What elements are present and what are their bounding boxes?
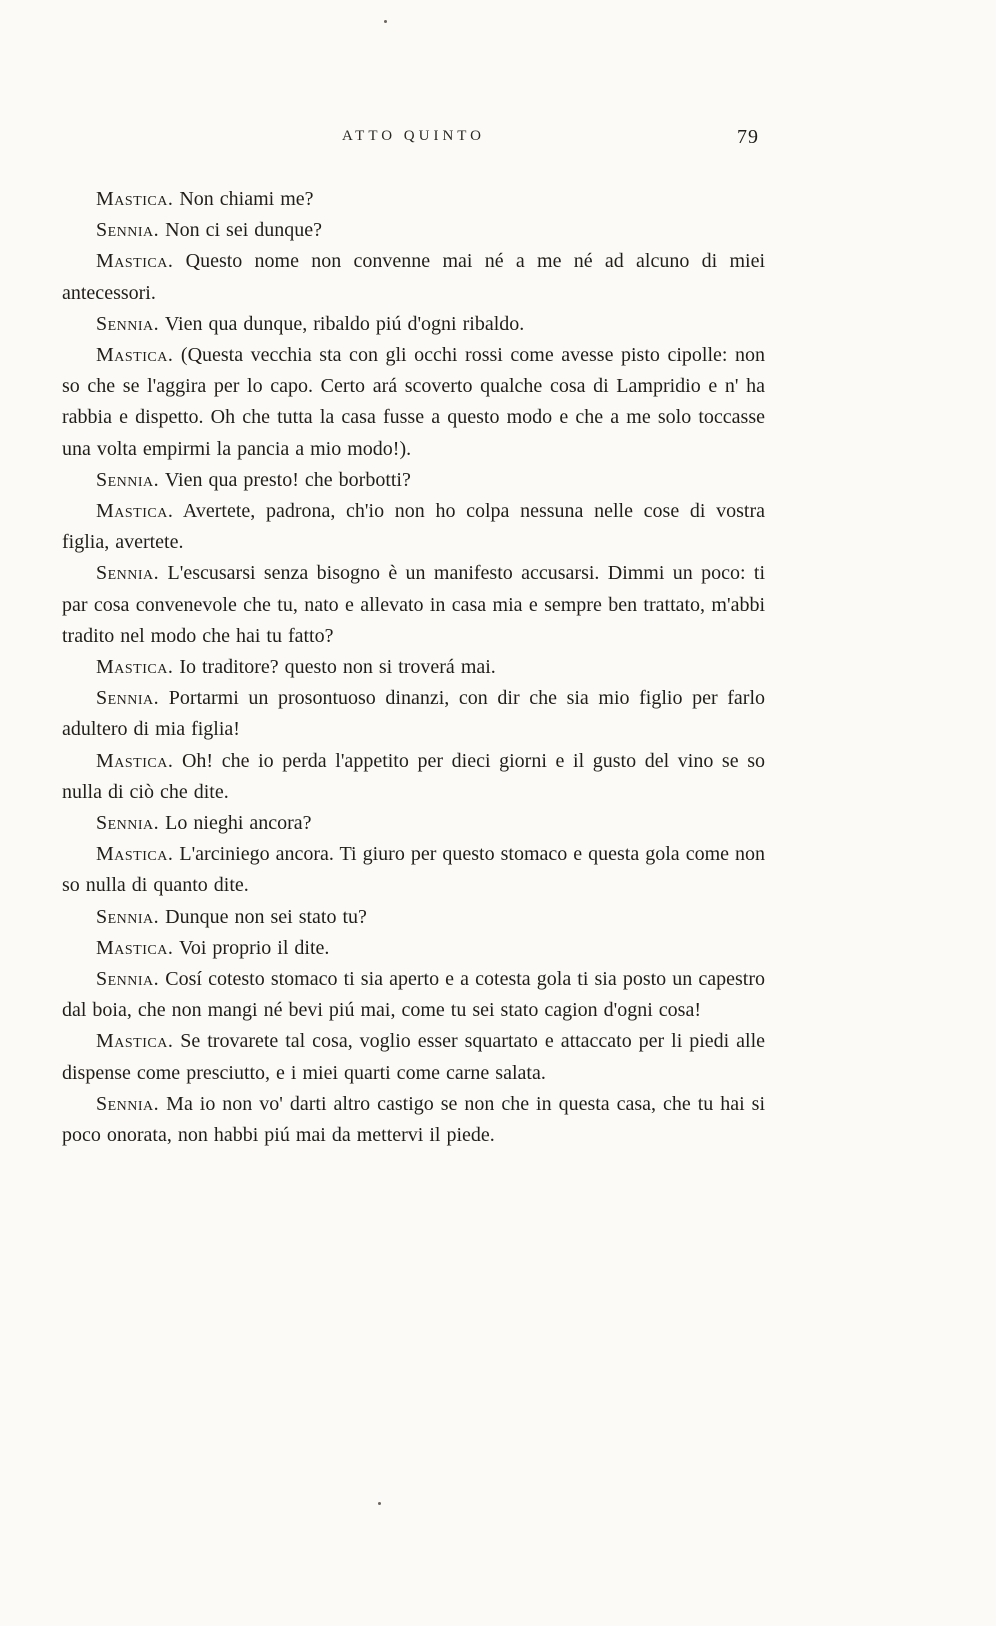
dialogue-text-block bbox=[62, 184, 765, 1151]
dialogue-speech: L'escusarsi senza bisogno è un manifesto accusarsi. Dimmi un poco: ti par cosa convenevole che tu, nato e allevato in casa mia e sempre ben trattato, m'abbi tradito nel modo che hai tu fatto? bbox=[62, 562, 766, 647]
dialogue-line bbox=[62, 683, 765, 745]
dialogue-line bbox=[62, 184, 765, 215]
dialogue-speech: Vien qua presto! che borbotti? bbox=[164, 468, 411, 491]
speaker-name: Mastica. bbox=[96, 656, 174, 679]
speaker-name: Sennia. bbox=[96, 687, 160, 710]
dialogue-speech: Dunque non sei stato tu? bbox=[165, 905, 367, 928]
dialogue-line bbox=[62, 1026, 765, 1088]
speaker-name: Sennia. bbox=[96, 219, 160, 242]
dialogue-line bbox=[62, 839, 765, 901]
speaker-name: Mastica. bbox=[96, 344, 174, 367]
speaker-name: Sennia. bbox=[96, 468, 160, 491]
dialogue-line bbox=[62, 465, 765, 496]
dialogue-speech: (Questa vecchia sta con gli occhi rossi come avesse pisto cipolle: non so che se l'aggira per lo capo. Certo ará scoverto qualche cosa di Lampridio e n' ha rabbia e dispetto. Oh che tutta la casa fusse a questo modo e che a me solo toccasse una volta empirmi la pancia a mio modo!). bbox=[62, 344, 765, 460]
dialogue-speech: Non ci sei dunque? bbox=[165, 219, 323, 242]
speaker-name: Mastica. bbox=[96, 936, 174, 959]
dialogue-speech: Portarmi un prosontuoso dinanzi, con dir che sia mio figlio per farlo adultero di mia figlia! bbox=[62, 687, 765, 741]
speaker-name: Sennia. bbox=[96, 562, 160, 585]
dialogue-line bbox=[62, 558, 765, 652]
dialogue-line bbox=[62, 340, 765, 465]
dialogue-speech: Non chiami me? bbox=[179, 188, 314, 210]
dialogue-speech: Voi proprio il dite. bbox=[178, 936, 330, 959]
dialogue-line bbox=[62, 902, 765, 933]
speaker-name: Mastica. bbox=[96, 1030, 174, 1053]
dialogue-speech: Cosí cotesto stomaco ti sia aperto e a cotesta gola ti sia posto un capestro dal boia, che non mangi né bevi piú mai, come tu sei stato cagion d'ogni cosa! bbox=[62, 968, 766, 1022]
dialogue-line bbox=[62, 933, 765, 964]
running-head-title: ATTO QUINTO bbox=[341, 128, 486, 144]
dialogue-speech: Avertete, padrona, ch'io non ho colpa nessuna nelle cose di vostra figlia, avertete. bbox=[62, 500, 765, 554]
dialogue-speech: L'arciniego ancora. Ti giuro per questo stomaco e questa gola come non so nulla di quanto dite. bbox=[62, 843, 766, 897]
page-content bbox=[62, 128, 765, 1151]
speaker-name: Sennia. bbox=[96, 1092, 160, 1115]
dialogue-line bbox=[62, 652, 765, 683]
speaker-name: Sennia. bbox=[96, 905, 160, 928]
dialogue-line bbox=[62, 808, 765, 839]
dialogue-line bbox=[62, 964, 765, 1026]
speaker-name: Sennia. bbox=[96, 968, 160, 991]
dialogue-line bbox=[62, 309, 765, 340]
speaker-name: Mastica. bbox=[96, 500, 174, 523]
dialogue-line bbox=[62, 496, 765, 558]
page-number: 79 bbox=[737, 126, 759, 148]
dialogue-speech: Se trovarete tal cosa, voglio esser squartato e attaccato per li piedi alle dispense come presciutto, e i miei quarti come carne salata. bbox=[62, 1030, 766, 1084]
speaker-name: Mastica. bbox=[96, 188, 174, 210]
dialogue-speech: Lo nieghi ancora? bbox=[165, 812, 312, 835]
speaker-name: Sennia. bbox=[96, 312, 160, 335]
speaker-name: Sennia. bbox=[96, 812, 160, 835]
speaker-name: Mastica. bbox=[96, 749, 174, 772]
dialogue-line bbox=[62, 746, 765, 808]
dialogue-speech: Questo nome non convenne mai né a me né ad alcuno di miei antecessori. bbox=[62, 250, 765, 304]
dialogue-line bbox=[62, 215, 765, 246]
scan-artifact-dot-top bbox=[384, 20, 387, 23]
dialogue-line bbox=[62, 1089, 765, 1151]
page-header bbox=[62, 128, 765, 150]
scan-artifact-dot-bottom bbox=[378, 1502, 381, 1505]
dialogue-speech: Ma io non vo' darti altro castigo se non che in questa casa, che tu hai si poco onorata, non habbi piú mai da mettervi il piede. bbox=[62, 1092, 766, 1147]
dialogue-speech: Vien qua dunque, ribaldo piú d'ogni ribaldo. bbox=[164, 312, 525, 335]
speaker-name: Mastica. bbox=[96, 250, 174, 273]
dialogue-speech: Oh! che io perda l'appetito per dieci giorni e il gusto del vino se so nulla di ciò che dite. bbox=[62, 749, 765, 803]
dialogue-line bbox=[62, 246, 765, 308]
dialogue-speech: Io traditore? questo non si troverá mai. bbox=[179, 656, 496, 679]
speaker-name: Mastica. bbox=[96, 843, 174, 866]
